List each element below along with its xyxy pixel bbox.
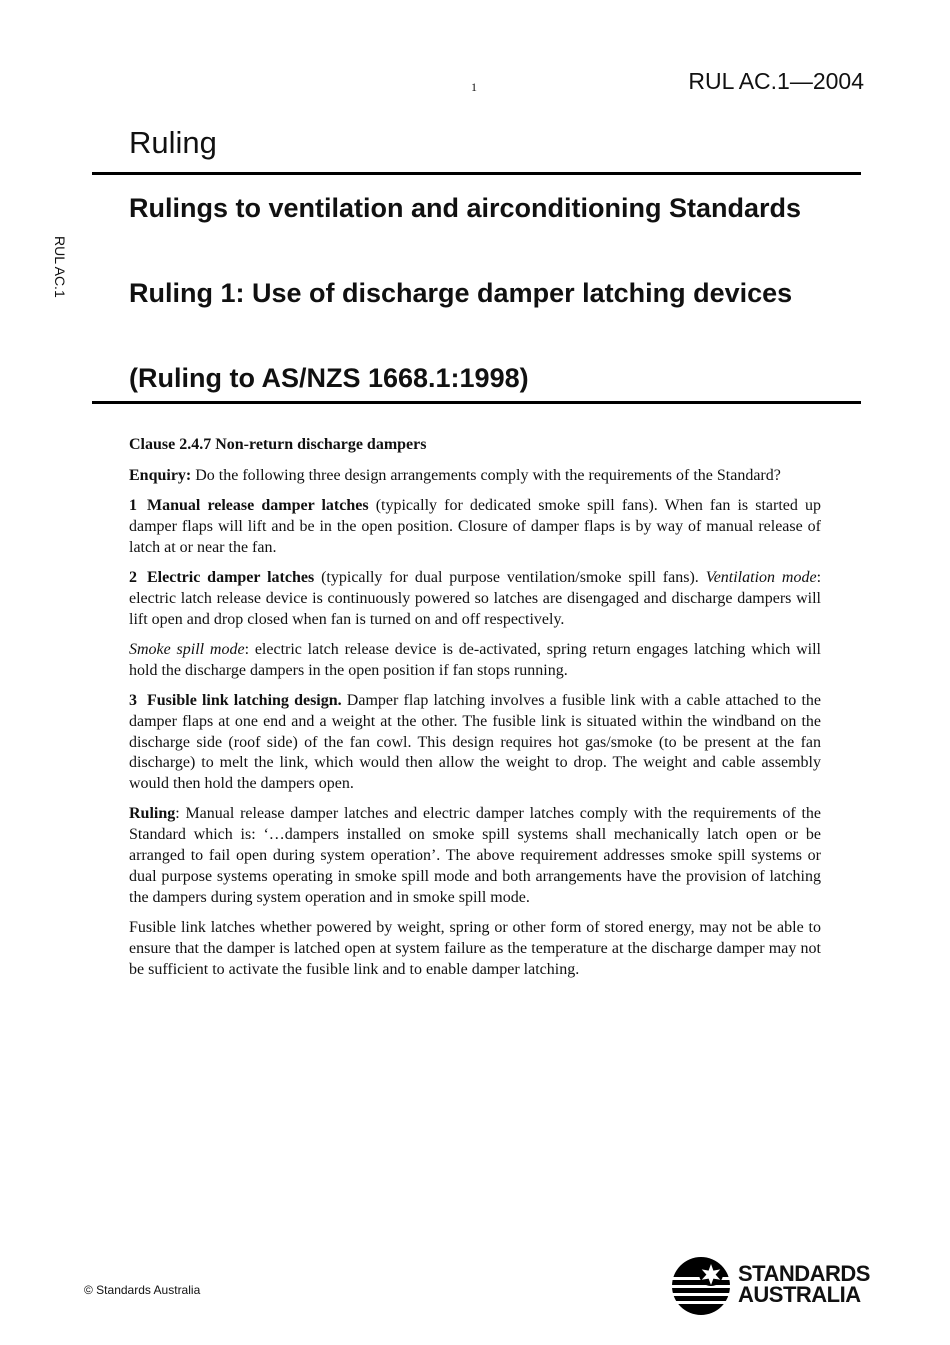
item-2-number: 2: [129, 568, 137, 586]
item-3-text: Damper flap latching involves a fusible link with a cable attached to the damper flaps at one end and a weight at the other. The fusible link is situated within the windband on the discharge side (roof side) of the fan cowl. This design requires hot gas/smoke (to be present at the fan discharge) to melt the link, which would then allow the weight to drop. The weight and cable assembly would then hold the dampers open.: [129, 691, 821, 793]
document-code: RUL AC.1—2004: [688, 68, 864, 94]
item-1-paragraph: [129, 496, 821, 558]
clause-title: Clause 2.4.7 Non-return discharge dampers: [129, 436, 427, 453]
item-1-title: Manual release damper latches: [147, 497, 369, 515]
enquiry-text: Do the following three design arrangements comply with the requirements of the Standard?: [191, 466, 781, 484]
copyright-notice: © Standards Australia: [84, 1283, 201, 1297]
ruling-text: : Manual release damper latches and electric damper latches comply with the requirements of the Standard which is: ‘…dampers installed on smoke spill systems shall mechanically latch open or be arranged to fail open during system operation’. The above requirement addresses smoke spill systems or dual purpose systems operating in smoke spill mode and both arrangements have the provision of latching the dampers during system operation and in smoke spill mode.: [129, 805, 821, 906]
side-document-code: RUL AC.1: [52, 236, 68, 298]
standards-australia-logo: [671, 1256, 871, 1316]
item-3-number: 3: [129, 691, 137, 709]
smoke-spill-mode-text: : electric latch release device is de-activated, spring return engages latching which will hold the discharge dampers in the open position if fan stops running.: [129, 640, 822, 679]
item-3-title: Fusible link latching design.: [147, 691, 342, 709]
bottom-divider: [92, 401, 861, 404]
item-3-paragraph: [129, 691, 821, 795]
enquiry-label: Enquiry:: [129, 466, 192, 484]
enquiry-paragraph: [129, 466, 821, 487]
standards-australia-star-icon: [671, 1256, 731, 1316]
top-divider: [92, 172, 861, 175]
document-title: Rulings to ventilation and airconditioning Standards: [129, 193, 802, 223]
smoke-spill-paragraph: [129, 640, 821, 682]
ruling-reference: (Ruling to AS/NZS 1668.1:1998): [129, 363, 529, 393]
smoke-spill-mode-label: Smoke spill mode: [129, 640, 245, 658]
logo-text-line2: AUSTRALIA: [738, 1282, 861, 1307]
page-number: 1: [471, 80, 477, 94]
ruling-label: Ruling: [129, 805, 176, 823]
ruling-subtitle: Ruling 1: Use of discharge damper latching devices: [129, 278, 793, 308]
ruling-body: [129, 435, 821, 990]
clause-heading: [129, 435, 821, 456]
logo-text-line1: STANDARDS: [738, 1261, 870, 1286]
item-2-text: (typically for dual purpose ventilation/smoke spill fans).: [314, 568, 706, 586]
final-paragraph: Fusible link latches whether powered by weight, spring or other form of stored energy, may not be able to ensure that the damper is latched open at system failure as the temperature at the discharge damper may not be sufficient to activate the fusible link and to enable damper latching.: [129, 918, 821, 978]
item-2-title: Electric damper latches: [147, 568, 315, 586]
document-type: Ruling: [129, 125, 217, 160]
item-1-number: 1: [129, 497, 137, 515]
item-2-paragraph: [129, 568, 821, 630]
ventilation-mode-text: : electric latch release device is continuously powered so latches are disengaged and discharge dampers will lift open and drop closed when fan is turned on and off respectively.: [129, 568, 822, 628]
ruling-paragraph: [129, 804, 821, 908]
ventilation-mode-label: Ventilation mode: [705, 568, 817, 586]
item-1-text: (typically for dedicated smoke spill fans). When fan is started up damper flaps will lift and be in the open position. Closure of damper flaps is by way of manual release of latch at or near the fan.: [129, 497, 821, 556]
